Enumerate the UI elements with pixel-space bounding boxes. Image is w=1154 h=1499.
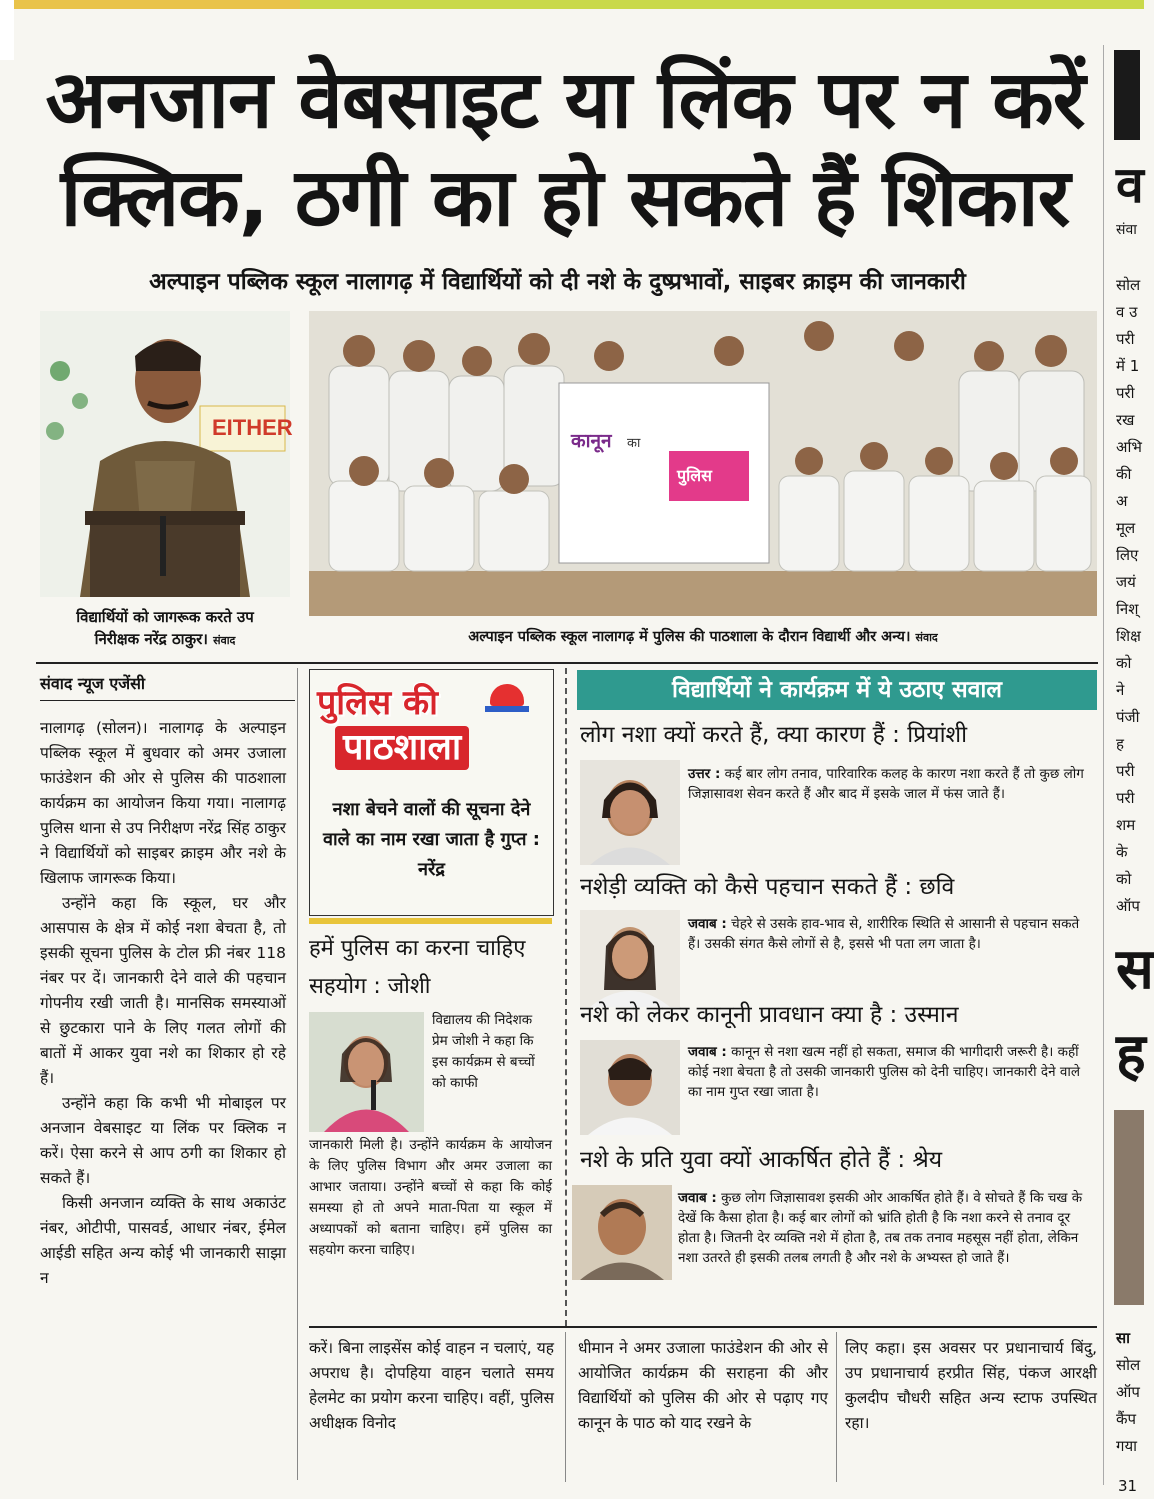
adjacent-line: ने [1116,681,1125,699]
question-1-title: लोग नशा क्यों करते हैं, क्या कारण हैं : प्रियांशी [580,722,968,748]
adjacent-big-fragment-1: स [1116,937,1154,1002]
adjacent-line: व उ [1116,303,1138,321]
answer-1-text: कई बार लोग तनाव, पारिवारिक कलह के कारण नशा करते हैं तो कुछ लोग जिज्ञासावश सेवन करते हैं और बाद में इसके जाल में फंस जाते हैं। [688,766,1084,802]
questions-band: विद्यार्थियों ने कार्यक्रम में ये उठाए सवाल [577,670,1097,710]
answer-4-label: जवाब : [678,1190,717,1206]
bottom-divider-1 [565,1332,566,1482]
photo-chhavi [580,910,680,1007]
top-color-bar [0,0,1144,9]
pathshala-logo [315,676,540,781]
story-paragraph-1: नालागढ़ (सोलन)। नालागढ़ के अल्पाइन पब्लिक स्कूल में बुधवार को अमर उजाला फाउंडेशन की ओर से पुलिस की पाठशाला कार्यक्रम का आयोजन किया गया। नालागढ़ पुलिस थाना से उप निरीक्षण नरेंद्र सिंह ठाकुर ने विद्यार्थियों को साइबर क्राइम और नशे के खिलाफ जागरूक किया। [40,719,286,887]
photo-shrey [572,1185,672,1280]
answer-2-label: जवाब : [688,916,727,932]
main-story-column [40,716,286,1486]
answer-3-text: कानून से नशा खत्म नहीं हो सकता, समाज की भागीदारी जरूरी है। कहीं कोई नशा बेचता है तो उसकी जानकारी पुलिस को देनी चाहिए। जानकारी देने वाले का नाम गुप्त रखा जाता है। [688,1044,1081,1100]
siren-icon [490,684,524,706]
adjacent-photo [1114,1110,1144,1305]
adjacent-line: अभि [1116,438,1142,456]
section-divider [36,662,1098,664]
answer-2-text: चेहरे से उसके हाव-भाव से, शारीरिक स्थिति से आसानी से पहचान सकते हैं। उसकी संगत कैसे लोगों से है, इससे भी पता लग जाता है। [688,916,1080,952]
usman-illustration [580,1040,680,1135]
adjacent-byline: संवा [1116,222,1137,238]
priyanshi-illustration [580,760,680,865]
joshi-title: हमें पुलिस का करना चाहिए सहयोग : जोशी [309,936,526,999]
headline-line-1: अनजान वेबसाइट या लिंक पर न करें [45,53,1085,146]
group-photo-illustration [309,311,1097,616]
police-box-text: नशा बेचने वालों की सूचना देने वाले का नाम रखा जाता है गुप्त : नरेंद्र [322,799,541,880]
adjacent-big-fragment-2: ह [1116,1022,1146,1087]
adjacent-line: की [1116,465,1132,483]
adjacent-line: परी [1116,789,1135,807]
dashed-divider [565,668,567,1326]
story-paragraph-2: उन्होंने कहा कि स्कूल, घर और आसपास के क्षेत्र में कोई नशा बेचता है, तो इसकी सूचना पुलिस के टोल फ्री नंबर 118 नंबर पर दें। जानकारी देने वाले की पहचान गोपनीय रखी जाती है। मानसिक समस्याओं से छुटकारा पाने के लिए गलत लोगों की बातों में आकर युवा नशे का शिकार हो रहे हैं। [40,894,286,1087]
adjacent-headline-fragment: व [1116,156,1144,214]
adjacent-bottom-line: गया [1116,1437,1138,1455]
adjacent-line: ऑप [1116,897,1140,915]
byline-rule [40,700,295,701]
question-4-title: नशे के प्रति युवा क्यों आकर्षित होते हैं : श्रेय [580,1147,943,1173]
joshi-text: जानकारी मिली है। उन्होंने कार्यक्रम के आयोजन के लिए पुलिस विभाग और अमर उजाला का आभार जताया। उन्होंने बच्चों से कहा कि कोई समस्या हो तो अपने माता-पिता या स्कूल में अध्यापकों को बताना चाहिए। हमें पुलिस का सहयोग करना चाहिए। [309,1137,552,1258]
photo-left-caption [40,606,290,652]
adjacent-line: पंजी [1116,708,1140,726]
adjacent-line: शम [1116,816,1136,834]
adjacent-bottom-line: कैंप [1116,1410,1137,1428]
column-divider [297,668,298,1480]
bottom-divider-2 [836,1332,837,1482]
answer-1-label: उत्तर : [688,766,721,782]
adjacent-bottom-line: सा [1116,1329,1131,1347]
board-text: EITHER [212,415,293,440]
adjacent-line: जयं [1116,573,1136,591]
banner-word-2: का [627,436,641,451]
answer-3 [688,1042,1093,1102]
photo-left-caption-line-2: निरीक्षक नरेंद्र ठाकुर। [94,630,208,648]
shrey-illustration [572,1185,672,1280]
question-3-title: नशे को लेकर कानूनी प्रावधान क्या है : उस्मान [580,1002,959,1028]
headline-line-2: क्लिक, ठगी का हो सकते हैं शिकार [60,151,1070,244]
photo-joshi [309,1012,424,1132]
question-2-title: नशेड़ी व्यक्ति को कैसे पहचान सकते हैं : छवि [580,874,955,900]
adjacent-line: अ [1116,492,1128,510]
adjacent-line: में 1 [1116,357,1140,375]
photo-left-credit: संवाद [213,634,236,647]
answer-4-text: कुछ लोग जिज्ञासावश इसकी ओर आकर्षित होते हैं। वे सोचते हैं कि चख के देखें कि कैसा होता है। कई बार लोगों को भ्रांति होती है कि नशा करने से तनाव दूर होता है। जितनी देर व्यक्ति नशे में होता है, तब तक तनाव महसूस नहीं होता, लेकिन नशा उतरते ही इसकी तलब लगती है और नशे के अभ्यस्त हो जाते हैं। [678,1190,1083,1266]
page-number: 31 [1118,1477,1138,1495]
adjacent-bottom-lines [1116,1325,1146,1460]
photo-usman [580,1040,680,1135]
chhavi-illustration [580,910,680,1007]
byline: संवाद न्यूज एजेंसी [40,674,146,693]
adjacent-line: परी [1116,762,1135,780]
police-pathshala-box [309,669,554,916]
story-paragraph-4: किसी अनजान व्यक्ति के साथ अकाउंट नंबर, ओटीपी, पासवर्ड, आधार नंबर, ईमेल आईडी सहित अन्य कोई भी जानकारी साझा न [40,1194,286,1287]
adjacent-line: शिक्ष [1116,627,1141,645]
joshi-illustration [309,1012,424,1132]
photo-main-caption [309,626,1097,646]
logo-line-1: पुलिस की [317,683,438,723]
banner-word-1: कानून [571,430,612,452]
page-edge [0,0,14,60]
adjacent-line: के [1116,843,1128,861]
answer-1 [688,764,1093,804]
adjacent-line: परी [1116,330,1135,348]
adjacent-line: लिए [1116,546,1139,564]
photo-main-caption-text: अल्पाइन पब्लिक स्कूल नालागढ़ में पुलिस की पाठशाला के दौरान विद्यार्थी और अन्य। [468,629,911,645]
photo-main-credit: संवाद [915,631,938,644]
photo-inspector [40,311,293,597]
inspector-illustration [40,311,293,597]
subheadline: अल्पाइन पब्लिक स्कूल नालागढ़ में विद्यार्थियों को दी नशे के दुष्प्रभावों, साइबर क्राइम की जानकारी [149,269,966,295]
bottom-column-2: धीमान ने अमर उजाला फाउंडेशन की ओर से आयोजित कार्यक्रम की सराहना की और विद्यार्थियों को पुलिस की ओर से पढ़ाए गए कानून के पाठ को याद रखने के [578,1339,828,1432]
adjacent-bottom-line: ऑप [1116,1383,1140,1401]
adjacent-divider [1103,45,1104,1485]
story-paragraph-3: उन्होंने कहा कि कभी भी मोबाइल पर अनजान वेबसाइट या लिंक पर क्लिक न करें। ऐसा करने से आप ठगी का शिकार हो सकते हैं। [40,1094,286,1187]
adjacent-article [1108,45,1154,1499]
answer-4 [678,1188,1096,1268]
adjacent-line: मूल [1116,519,1136,537]
adjacent-line: ह [1116,735,1124,753]
photo-left-caption-line-1: विद्यार्थियों को जागरूक करते उप [76,608,254,626]
siren-base [485,706,529,712]
adjacent-bottom-line: सोल [1116,1356,1141,1374]
bottom-rule [309,1326,1097,1328]
photo-priyanshi [580,760,680,865]
logo-line-2: पाठशाला [335,726,469,770]
joshi-text-beside-photo: विद्यालय की निदेशक प्रेम जोशी ने कहा कि इस कार्यक्रम से बच्चों को काफी [432,1012,535,1091]
adjacent-line: सोल [1116,276,1141,294]
bottom-column-3: लिए कहा। इस अवसर पर प्रधानाचार्य बिंदु, उप प्रधानाचार्य हरप्रीत सिंह, पंकज आरक्षी कुलदीप चौधरी सहित अन्य स्टाफ उपस्थित रहा। [845,1339,1097,1432]
yellow-rule [309,918,552,924]
adjacent-line: रख [1116,411,1135,429]
adjacent-line: निश् [1116,600,1139,618]
photo-group [309,311,1097,616]
adjacent-line: परी [1116,384,1135,402]
answer-2 [688,914,1093,954]
banner-word-3: पुलिस [677,466,712,485]
answer-3-label: जवाब : [688,1044,727,1060]
adjacent-line: को [1116,870,1132,888]
adjacent-lines [1116,272,1146,920]
adjacent-headline-block [1114,50,1140,140]
bottom-column-1: करें। बिना लाइसेंस कोई वाहन न चलाएं, यह अपराध है। दोपहिया वाहन चलाते समय हेलमेट का प्रयोग करना चाहिए। वहीं, पुलिस अधीक्षक विनोद [309,1339,554,1432]
adjacent-line: को [1116,654,1132,672]
